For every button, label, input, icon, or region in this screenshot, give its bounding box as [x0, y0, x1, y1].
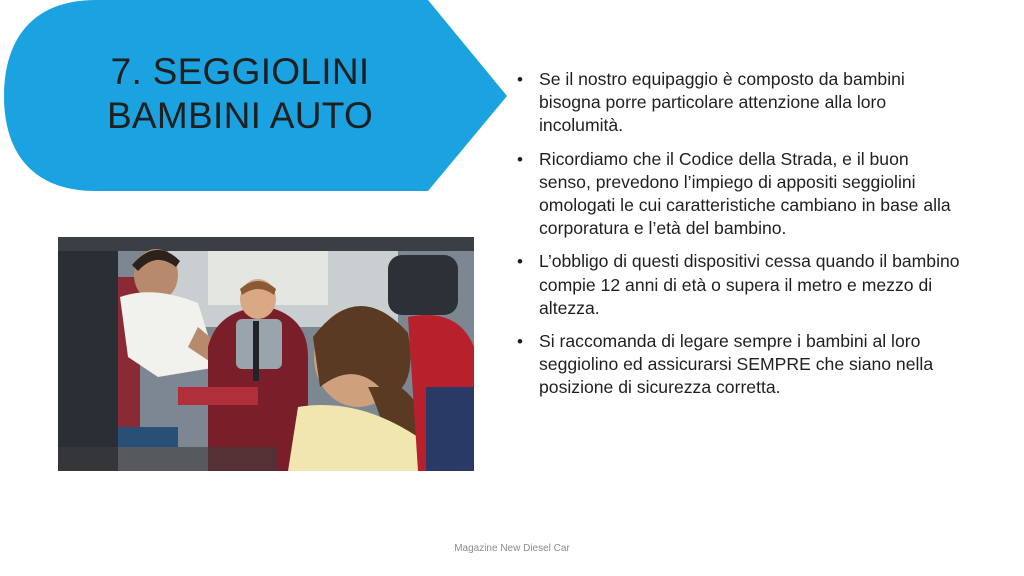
bullet-text: Se il nostro equipaggio è composto da bambini bisogna porre particolare attenzione alla loro incolumità. [539, 69, 905, 136]
bullet-item [513, 68, 963, 138]
bullet-list [513, 68, 963, 410]
bullet-item [513, 330, 963, 400]
bullet-item [513, 148, 963, 241]
title-line-2: BAMBINI AUTO [106, 95, 374, 136]
photo-father-children-car-seat [58, 237, 474, 471]
photo-illustration [58, 237, 474, 471]
bullet-marker: • [517, 252, 523, 272]
bullet-item [513, 250, 963, 320]
bullet-text: Ricordiamo che il Codice della Strada, e il buon senso, prevedono l’impiego di appositi seggiolini omologati le cui caratteristiche cambiano in base alla corporatura e l’età del bambino. [539, 148, 951, 239]
title-line-1: 7. SEGGIOLINI [110, 51, 370, 92]
bullet-marker: • [517, 332, 523, 352]
bullet-marker: • [517, 70, 523, 89]
slide-title [60, 50, 420, 138]
bullet-marker: • [517, 149, 523, 169]
footer-text: Magazine New Diesel Car [454, 543, 570, 554]
bullet-text: Si raccomanda di legare sempre i bambini al loro seggiolino ed assicurarsi SEMPRE che siano nella posizione di sicurezza corretta. [539, 331, 934, 398]
bullet-text: L’obbligo di questi dispositivi cessa quando il bambino compie 12 anni di età o supera il metro e mezzo di altezza. [539, 251, 960, 318]
